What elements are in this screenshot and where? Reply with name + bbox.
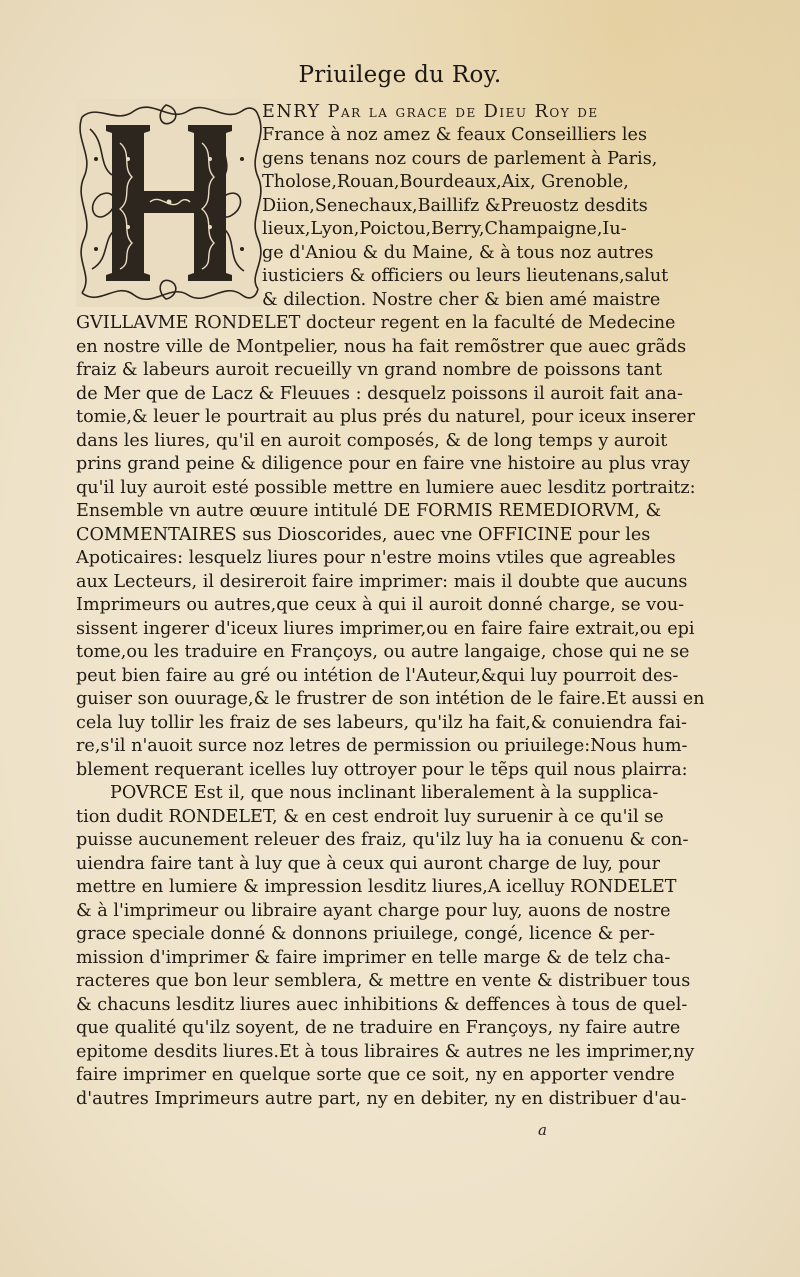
text-line: que qualité qu'ilz soyent, de ne traduire en Françoys, ny faire autre: [76, 1018, 681, 1038]
text-line: aux Lecteurs, il desireroit faire imprimer: mais il doubte que aucuns: [76, 572, 688, 592]
text-line: & dilection. Nostre cher & bien amé maistre: [262, 290, 661, 310]
text-line: lieux,Lyon,Poictou,Berry,Champaigne,Iu-: [262, 219, 627, 239]
text-line: mission d'imprimer & faire imprimer en telle marge & de telz cha-: [76, 948, 671, 968]
text-line: fraiz & labeurs auroit recueilly vn grand nombre de poissons tant: [76, 360, 663, 380]
text-line: Apoticaires: lesquelz liures pour n'estre moins vtiles que agreables: [76, 548, 676, 568]
text-line: mettre en lumiere & impression lesditz liures,A icelluy RONDELET: [76, 877, 677, 897]
text-line: ge d'Aniou & du Maine, & à tous noz autres: [262, 243, 654, 263]
text-line: gens tenans noz cours de parlement à Paris,: [262, 149, 658, 169]
text-line: de Mer que de Lacz & Fleuues : desquelz poissons il auroit fait ana-: [76, 384, 683, 404]
text-line: Imprimeurs ou autres,que ceux à qui il auroit donné charge, se vou-: [76, 595, 685, 615]
page-title: Priuilege du Roy.: [298, 62, 502, 88]
text-line: racteres que bon leur semblera, & mettre en vente & distribuer tous: [76, 971, 691, 991]
text-line: sissent ingerer d'iceux liures imprimer,ou en faire faire extrait,ou epi: [76, 619, 695, 639]
text-line: & chacuns lesditz liures auec inhibitions & deffences à tous de quel-: [76, 995, 688, 1015]
text-line: grace speciale donné & donnons priuilege, congé, licence & per-: [76, 924, 655, 944]
text-line: prins grand peine & diligence pour en faire vne histoire au plus vray: [76, 454, 691, 474]
text-line: POVRCE Est il, que nous inclinant liberalement à la supplica-: [110, 783, 659, 803]
text-line: Tholose,Rouan,Bourdeaux,Aix, Grenoble,: [262, 172, 629, 192]
text-line: & à l'imprimeur ou libraire ayant charge pour luy, auons de nostre: [76, 901, 671, 921]
catchword: a: [538, 1121, 547, 1139]
text-line: tion dudit RONDELET, & en cest endroit luy suruenir à ce qu'il se: [76, 807, 664, 827]
text-line: iusticiers & officiers ou leurs lieutenans,salut: [262, 266, 669, 286]
text-line: puisse aucunement releuer des fraiz, qu'ilz luy ha ia conuenu & con-: [76, 830, 689, 850]
text-line: GVILLAVME RONDELET docteur regent en la faculté de Medecine: [76, 313, 676, 333]
text-line: ENRY Par la grace de Dieu Roy de: [262, 102, 599, 122]
text-line: qu'il luy auroit esté possible mettre en lumiere auec lesditz portraitz:: [76, 478, 696, 498]
text-line: dans les liures, qu'il en auroit composés, & de long temps y auroit: [76, 431, 668, 451]
text-line: guiser son ouurage,& le frustrer de son intétion de le faire.Et aussi en: [76, 689, 705, 709]
text-line: uiendra faire tant à luy que à ceux qui auront charge de luy, pour: [76, 854, 661, 874]
text-line: tome,ou les traduire en Françoys, ou autre langaige, chose qui ne se: [76, 642, 690, 662]
text-line: d'autres Imprimeurs autre part, ny en debiter, ny en distribuer d'au-: [76, 1089, 687, 1109]
text-line: blement requerant icelles luy ottroyer pour le tẽps quil nous plairra:: [76, 760, 688, 780]
text-line: COMMENTAIRES sus Dioscorides, auec vne OFFICINE pour les: [76, 525, 651, 545]
text-line: Ensemble vn autre œuure intitulé DE FORMIS REMEDIORVM, &: [76, 501, 662, 521]
text-line: cela luy tollir les fraiz de ses labeurs, qu'ilz ha fait,& conuiendra fai-: [76, 713, 687, 733]
text-line: epitome desdits liures.Et à tous libraires & autres ne les imprimer,ny: [76, 1042, 695, 1062]
text-line: tomie,& leuer le pourtrait au plus prés du naturel, pour iceux inserer: [76, 407, 696, 427]
text-line: en nostre ville de Montpelier, nous ha fait remõstrer que auec grãds: [76, 337, 687, 357]
text-line: Diion,Senechaux,Baillifz &Preuostz desdits: [262, 196, 648, 216]
text-line: faire imprimer en quelque sorte que ce soit, ny en apporter vendre: [76, 1065, 675, 1085]
text-line: re,s'il n'auoit surce noz letres de permission ou priuilege:Nous hum-: [76, 736, 688, 756]
text-line: peut bien faire au gré ou intétion de l'Auteur,&qui luy pourroit des-: [76, 666, 679, 686]
text-line: France à noz amez & feaux Conseilliers les: [262, 125, 647, 145]
